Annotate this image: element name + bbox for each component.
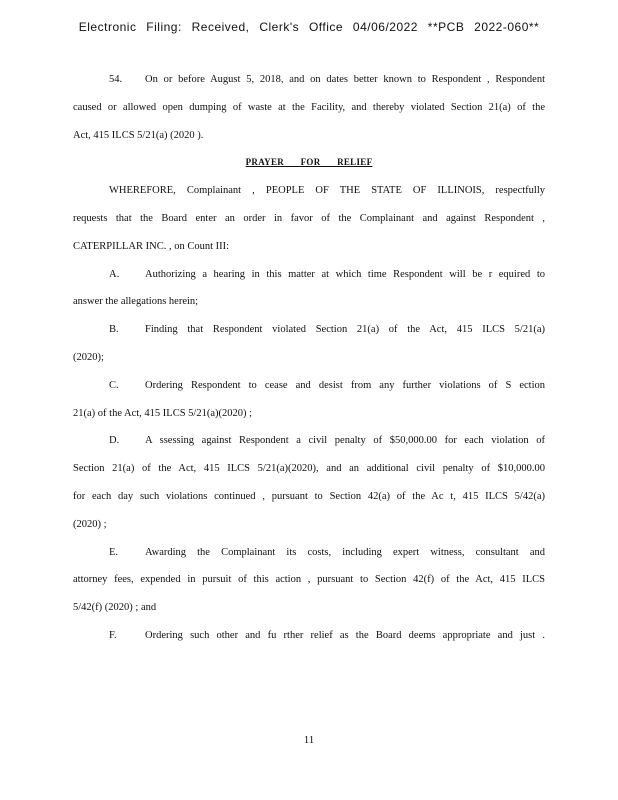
filing-stamp-header: Electronic Filing: Received, Clerk's Office 04/06/2022 **PCB 2022-060** [78, 20, 540, 34]
relief-item-e-line-2: attorney fees, expended in pursuit of this action , pursuant to Section 42(f) of the Act, 415 ILCS [73, 574, 545, 586]
relief-item-label: D. [109, 435, 120, 447]
wherefore-line-2: requests that the Board enter an order in favor of the Complainant and against Respondent , [73, 212, 545, 224]
relief-item-label: A. [109, 268, 120, 280]
relief-item-b-line-2: (2020); [73, 351, 104, 363]
relief-item-e-line-1: E. Awarding the Complainant its costs, including expert witness, consultant and [73, 539, 545, 567]
relief-item-e-line-3: 5/42(f) (2020) ; and [73, 602, 157, 614]
relief-item-b-line-1: B. Finding that Respondent violated Section 21(a) of the Act, 415 ILCS 5/21(a) [73, 316, 545, 344]
relief-item-c-line-1: C. Ordering Respondent to cease and desist from any further violations of S ection [73, 372, 545, 400]
relief-item-d-line-4: (2020) ; [73, 518, 107, 530]
document-body [73, 66, 545, 650]
relief-item-label: E. [109, 546, 119, 558]
relief-item-label: B. [109, 324, 119, 336]
relief-item-a-line-2: answer the allegations herein; [73, 296, 199, 308]
prayer-for-relief-heading: PRAYER FOR RELIEF [245, 157, 373, 168]
relief-item-label: F. [109, 629, 117, 641]
relief-item-a-line-1: A. Authorizing a hearing in this matter at which time Respondent will be r equired to [73, 261, 545, 289]
wherefore-line-3: CATERPILLAR INC. , on Count III: [73, 240, 230, 252]
relief-item-d-line-3: for each day such violations continued , pursuant to Section 42(a) of the Ac t, 415 ILCS 5/42(a) [73, 490, 545, 502]
paragraph-number: 54. [109, 74, 123, 85]
relief-item-f-line-1: F. Ordering such other and fu rther relief as the Board deems appropriate and just . [73, 622, 545, 650]
paragraph-54-line-3: Act, 415 ILCS 5/21(a) (2020 ). [73, 129, 204, 141]
relief-item-d-line-2: Section 21(a) of the Act, 415 ILCS 5/21(a)(2020), and an additional civil penalty of $10,000.00 [73, 463, 545, 475]
paragraph-54-line-1: 54. On or before August 5, 2018, and on dates better known to Respondent , Respondent [73, 66, 545, 94]
relief-item-label: C. [109, 379, 119, 391]
page-number: 11 [303, 734, 315, 746]
relief-item-d-line-1: D. A ssessing against Respondent a civil penalty of $50,000.00 for each violation of [73, 427, 545, 455]
relief-item-c-line-2: 21(a) of the Act, 415 ILCS 5/21(a)(2020) ; [73, 407, 253, 419]
paragraph-54-line-2: caused or allowed open dumping of waste at the Facility, and thereby violated Section 21(a) of the [73, 101, 545, 113]
wherefore-line-1: WHEREFORE, Complainant , PEOPLE OF THE STATE OF ILLINOIS, respectfully [109, 185, 545, 197]
